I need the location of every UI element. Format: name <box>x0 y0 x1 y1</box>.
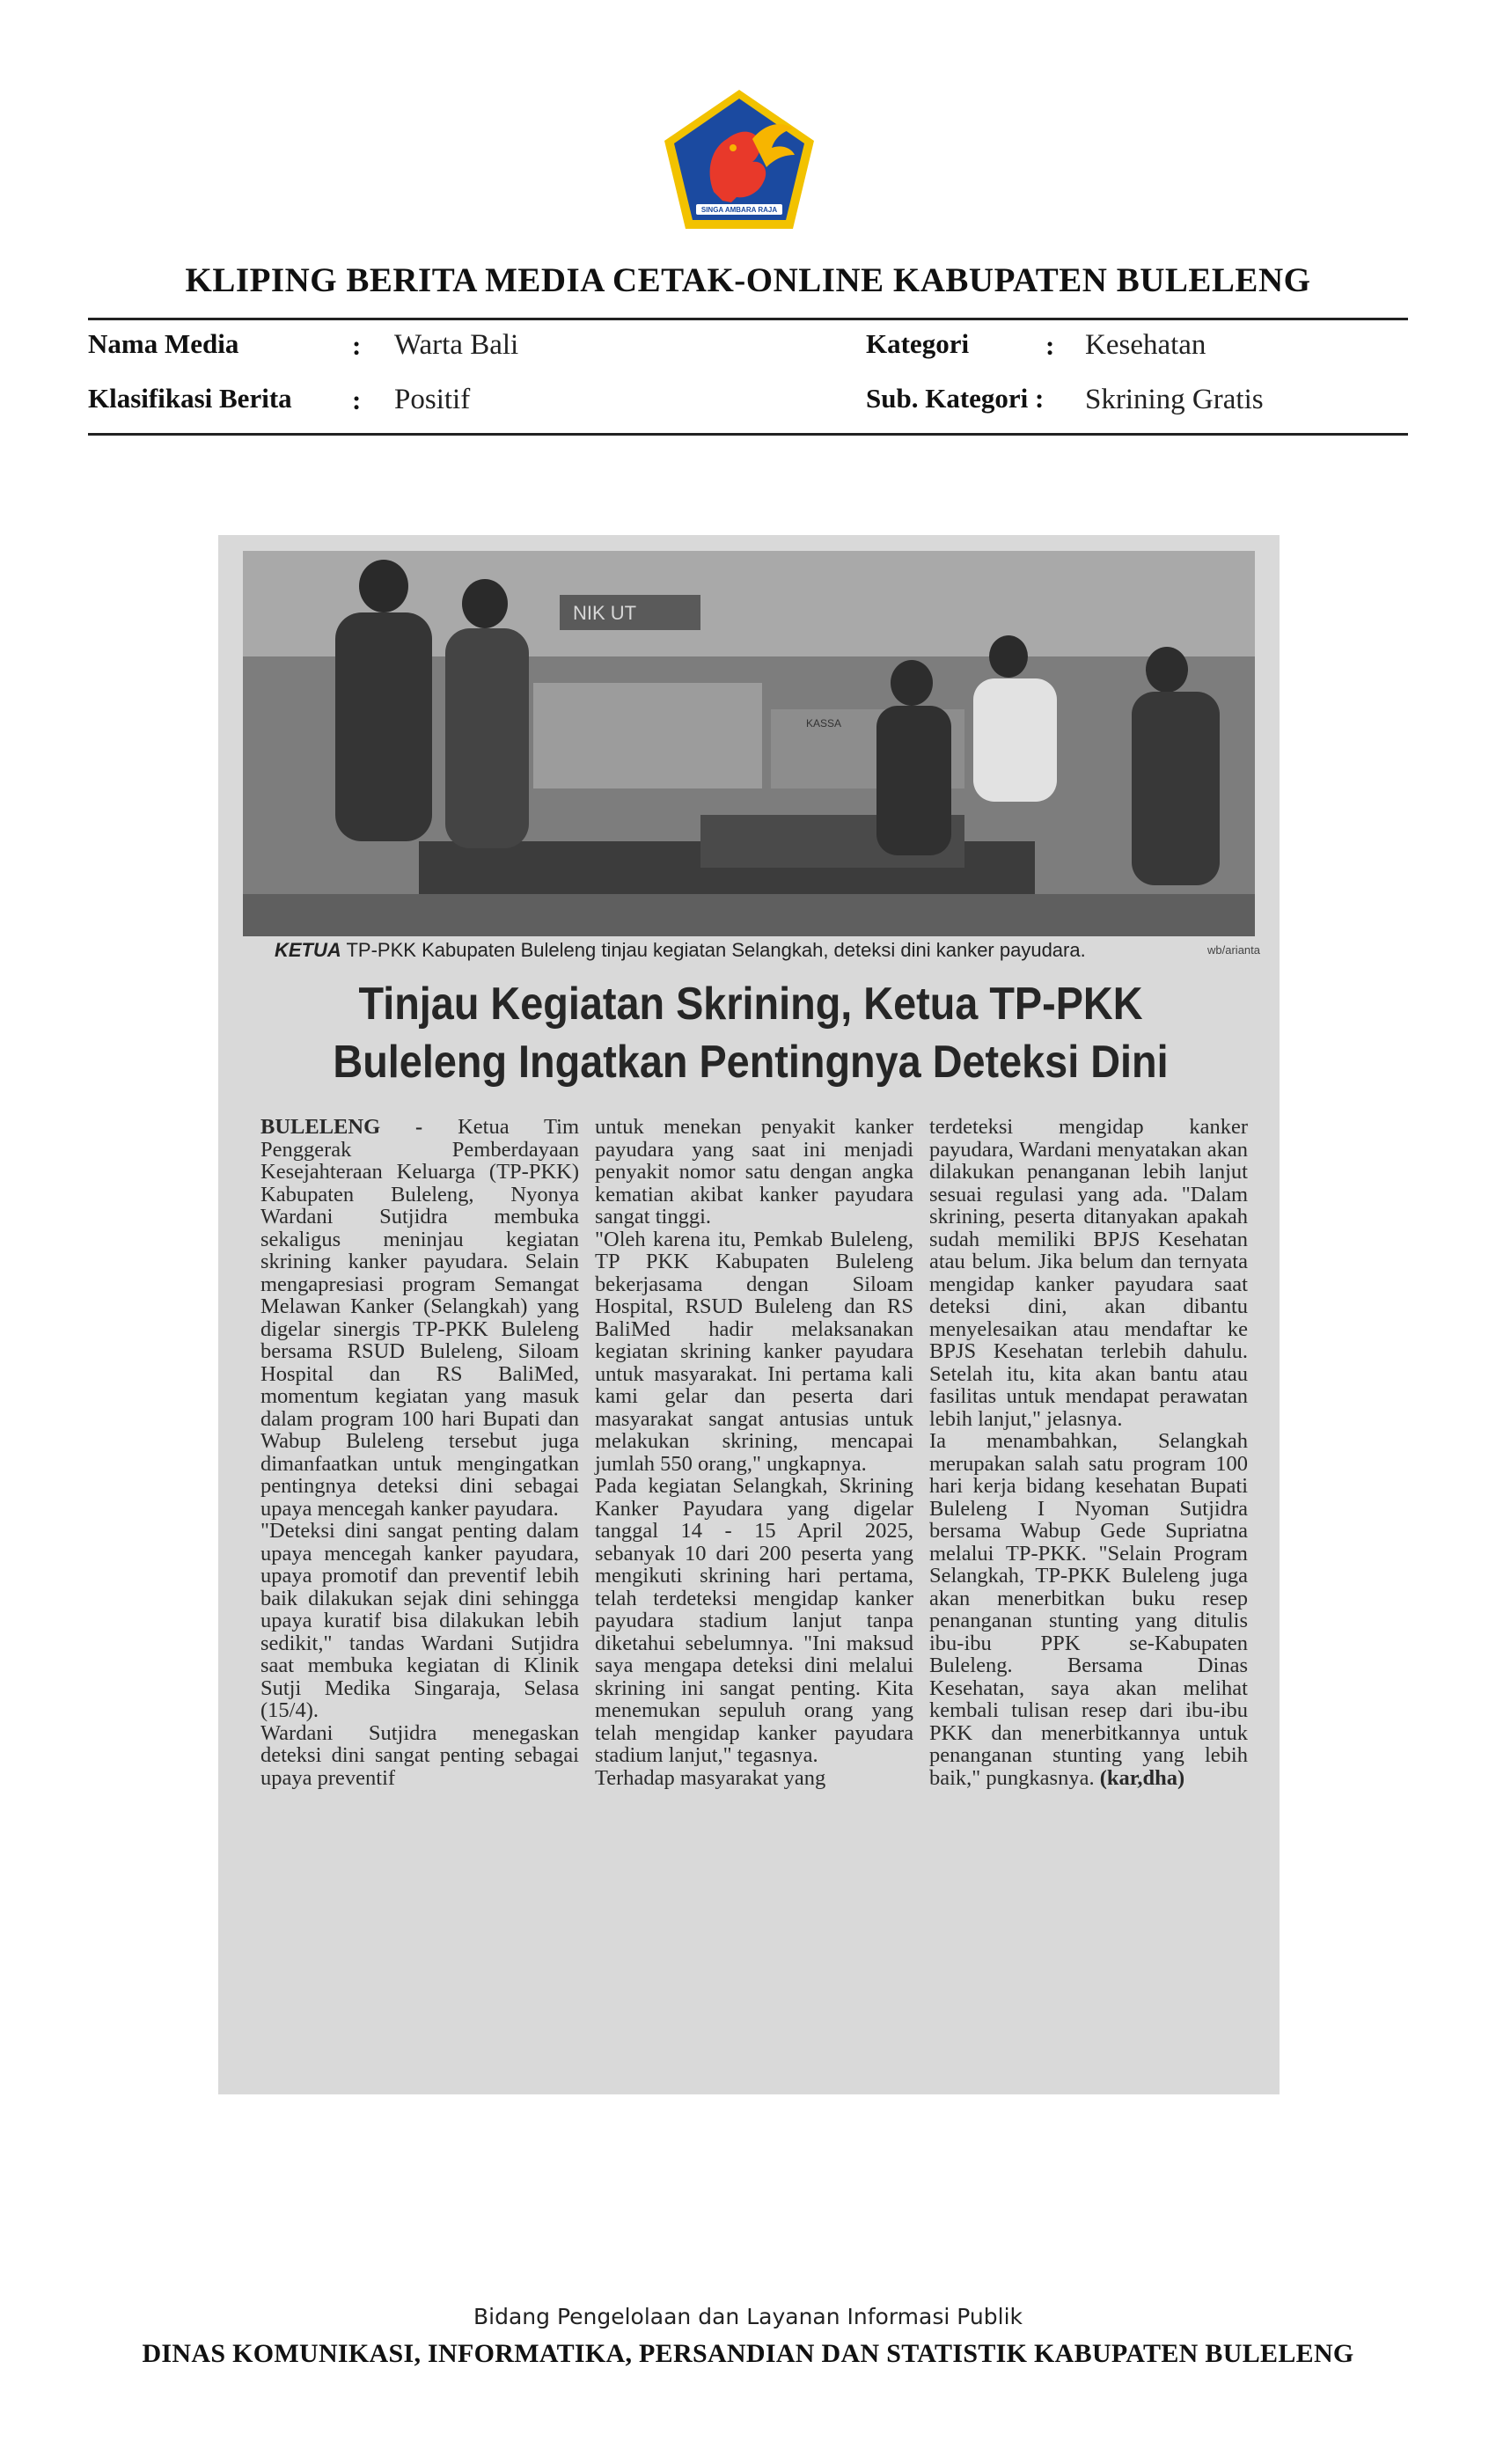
photo-desk-sign: KASSA <box>806 717 842 730</box>
kategori-value: Kesehatan <box>1085 329 1206 361</box>
article-column-2: untuk menekan penyakit kanker payudara yang saat ini menjadi penyakit nomor satu dengan angka kematian akibat kanker payudara sangat tinggi. "Oleh karena itu, Pemkab Buleleng, TP PKK Kabupaten Buleleng bekerjasama dengan Siloam Hospital, RSUD Buleleng dan RS BaliMed hadir melaksanakan kegiatan skrining kanker payudara untuk masyarakat. Ini pertama kali kami gelar dan peserta dari masyarakat sangat antusias untuk melakukan skrining, mencapai jumlah 550 orang," ungkapnya. Pada kegiatan Selangkah, Skrining Kanker Payudara yang digelar tanggal 14 - 15 April 2025, sebanyak 10 dari 200 peserta yang mengikuti skrining hari pertama, telah terdeteksi mengidap kanker payudara stadium lanjut tanpa diketahui sebelumnya. "Ini maksud saya mengapa deteksi dini melalui skrining ini sangat penting. Kita menemukan sepuluh orang yang telah mengidap kanker payudara stadium lanjut," tegasnya. Terhadap masyarakat yang <box>595 1115 913 1790</box>
dateline: BULELENG - <box>260 1115 423 1139</box>
kategori-label: Kategori <box>866 328 970 359</box>
footer-department: Bidang Pengelolaan dan Layanan Informasi Publik <box>473 2304 1023 2329</box>
kategori-colon: : <box>1045 330 1055 361</box>
emblem-motto: SINGA AMBARA RAJA <box>700 206 778 214</box>
footer-agency: DINAS KOMUNIKASI, INFORMATIKA, PERSANDIAN DAN STATISTIK KABUPATEN BULELENG <box>142 2339 1354 2368</box>
article-headline <box>304 975 1199 1091</box>
headline-line-2: Buleleng Ingatkan Pentingnya Deteksi Dini <box>333 1037 1169 1088</box>
media-colon: : <box>352 330 362 361</box>
caption-lead: KETUA <box>275 939 341 961</box>
article-column-1 <box>260 1116 579 1789</box>
column-3-text: terdeteksi mengidap kanker payudara, Wardani menyatakan akan dilakukan penanganan lebih lanjut sesuai regulasi yang ada. "Dalam skrining, peserta ditanyakan apakah sudah memiliki BPJS Kesehatan atau belum. Jika belum dan ternyata mengidap kanker payudara saat deteksi dini, akan dibantu menyelesaikan atau mendaftar ke BPJS Kesehatan terlebih dahulu. Setelah itu, kita akan bantu atau fasilitas untuk mendapat perawatan lebih lanjut," jelasnya. Ia menambahkan, Selangkah merupakan salah satu program 100 hari kerja bidang kesehatan Bupati Buleleng I Nyoman Sutjidra bersama Wabup Gede Supriatna melalui TP-PKK. "Selain Program Selangkah, TP-PKK Buleleng juga akan menerbitkan buku resep penanganan stunting yang ditulis ibu-ibu PPK se-Kabupaten Buleleng. Bersama Dinas Kesehatan, saya akan melihat kembali tulisan resep dari ibu-ibu PKK dan menerbitkannya untuk penanganan stunting yang lebih baik," pungkasnya. <box>929 1115 1248 1790</box>
hospital-visit-photo <box>243 551 1255 936</box>
top-divider <box>88 318 1408 320</box>
photo-credit: wb/arianta <box>1207 943 1260 957</box>
headline-line-1: Tinjau Kegiatan Skrining, Ketua TP-PKK <box>358 979 1143 1030</box>
article-photo <box>243 551 1255 936</box>
kabupaten-buleleng-emblem <box>661 86 818 234</box>
klasifikasi-value: Positif <box>394 384 471 415</box>
media-label: Nama Media <box>88 328 239 359</box>
klasifikasi-label: Klasifikasi Berita <box>88 383 292 414</box>
photo-caption <box>275 936 1260 964</box>
author-signoff: (kar,dha) <box>1094 1765 1185 1790</box>
newspaper-clipping <box>218 535 1280 2094</box>
column-1-text: Ketua Tim Penggerak Pemberdayaan Kesejahteraan Keluarga (TP-PKK) Kabupaten Buleleng, Nyonya Wardani Sutjidra membuka sekaligus meninjau kegiatan skrining kanker payudara. Selain mengapresiasi program Semangat Melawan Kanker (Selangkah) yang digelar sinergis TP-PKK Buleleng bersama RSUD Buleleng, Siloam Hospital dan RS BaliMed, momentum kegiatan yang masuk dalam program 100 hari Bupati dan Wabup Buleleng tersebut juga dimanfaatkan untuk mengingatkan pentingnya deteksi dini sebagai upaya mencegah kanker payudara. "Deteksi dini sangat penting dalam upaya mencegah kanker payudara, upaya promotif dan preventif lebih baik dilakukan sejak dini sehingga upaya kuratif bisa dilakukan lebih sedikit," tandas Wardani Sutjidra saat membuka kegiatan di Klinik Sutji Medika Singaraja, Selasa (15/4). Wardani Sutjidra menegaskan deteksi dini sangat penting sebagai upaya preventif <box>260 1115 579 1790</box>
article-column-3 <box>929 1116 1248 1789</box>
caption-text: TP-PKK Kabupaten Buleleng tinjau kegiatan Selangkah, deteksi dini kanker payudara. <box>341 939 1086 961</box>
media-value: Warta Bali <box>394 329 519 361</box>
page-title: KLIPING BERITA MEDIA CETAK-ONLINE KABUPATEN BULELENG <box>185 261 1311 299</box>
meta-divider <box>88 433 1408 436</box>
subkategori-label: Sub. Kategori : <box>866 383 1045 414</box>
photo-sign: NIK UT <box>573 602 637 624</box>
subkategori-value: Skrining Gratis <box>1085 384 1264 415</box>
klasifikasi-colon: : <box>352 385 362 415</box>
